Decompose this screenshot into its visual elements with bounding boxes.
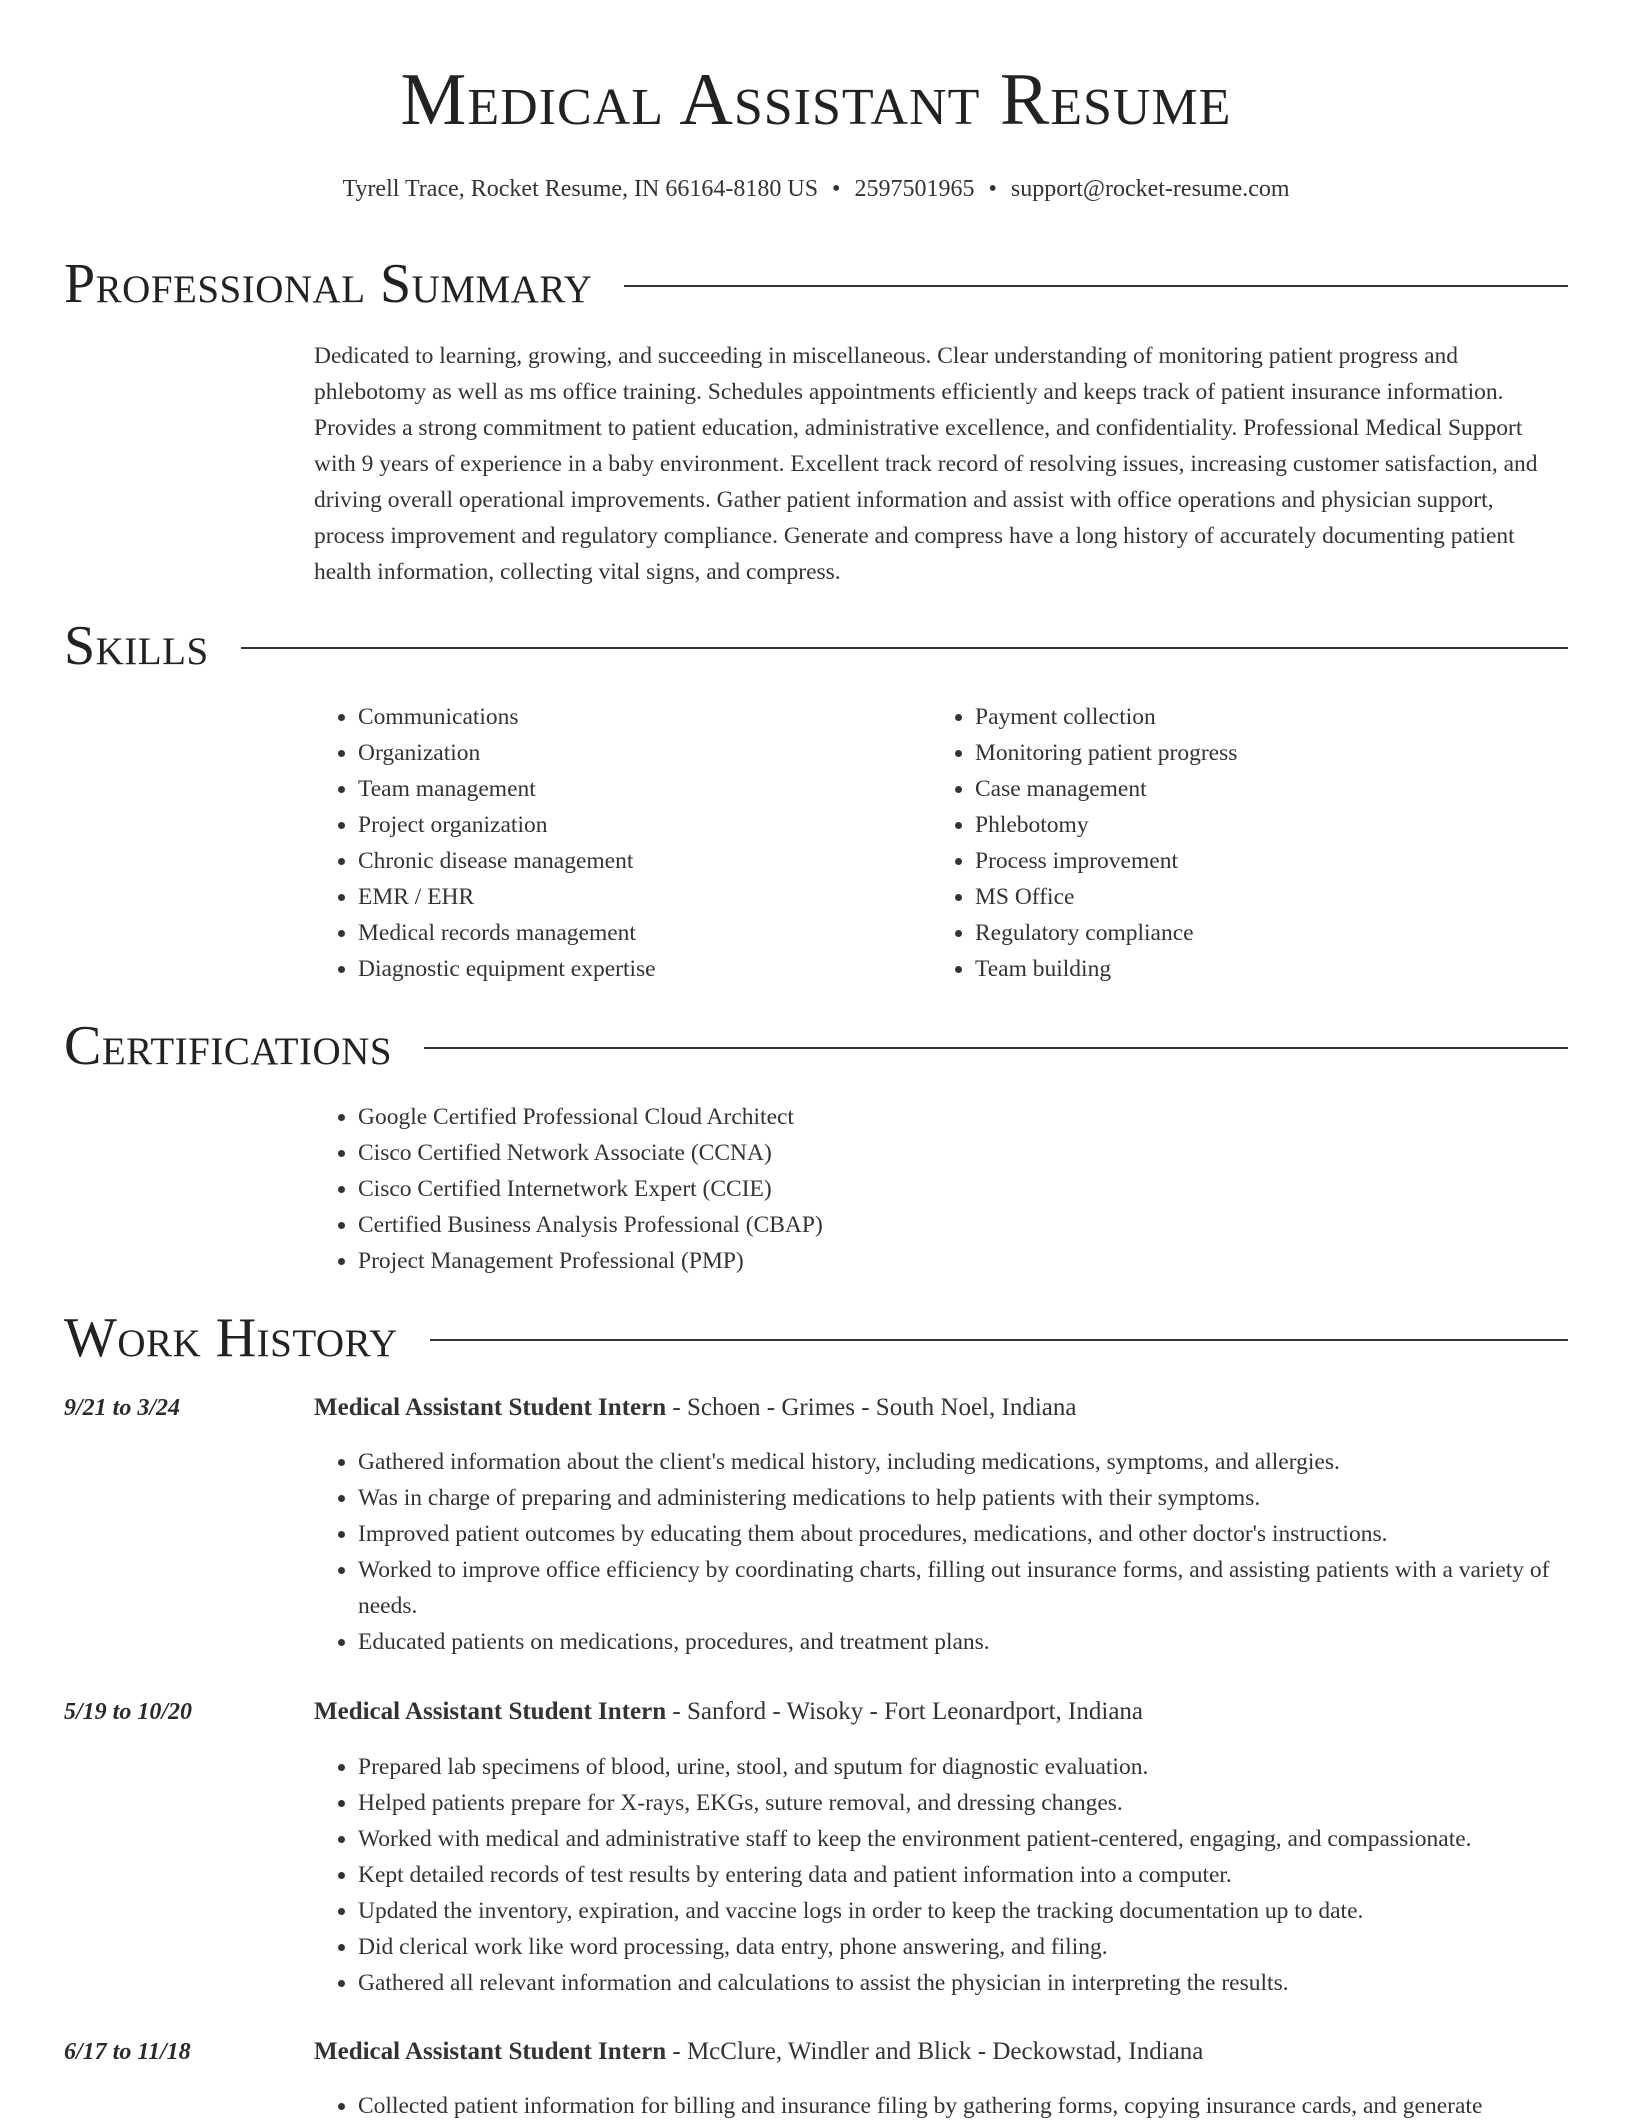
job-dates: 9/21 to 3/24: [64, 1395, 181, 1421]
job-heading: [314, 1698, 1568, 1726]
section-heading-summary: [64, 252, 1568, 316]
skill-item: • Payment collection: [975, 699, 1491, 735]
duty-item: • Gathered information about the client's medical history, including medications, symptoms, and allergies.: [358, 1444, 1568, 1480]
duty-item: • Collected patient information for billing and insurance filing by gathering forms, copying insurance cards, and generate: [358, 2088, 1568, 2124]
job-employer: - McClure, Windler and Blick - Deckowstad, Indiana: [666, 2038, 1204, 2065]
certification-item: • Certified Business Analysis Professional (CBAP): [358, 1207, 1214, 1243]
job-heading: [314, 2038, 1568, 2066]
skill-item: • Process improvement: [975, 843, 1491, 879]
skill-item: • Team management: [358, 771, 874, 807]
skill-item: • Phlebotomy: [975, 807, 1491, 843]
job-dates: 5/19 to 10/20: [64, 1699, 193, 1725]
duty-item: • Was in charge of preparing and administering medications to help patients with their symptoms.: [358, 1480, 1568, 1516]
section-title: Professional Summary: [64, 253, 593, 315]
duty-item: • Educated patients on medications, procedures, and treatment plans.: [358, 1624, 1568, 1660]
duty-item: • Gathered all relevant information and calculations to assist the physician in interpreting the results.: [358, 1965, 1568, 2001]
skill-item: • Monitoring patient progress: [975, 735, 1491, 771]
duty-item: • Prepared lab specimens of blood, urine, stool, and sputum for diagnostic evaluation.: [358, 1749, 1568, 1785]
certification-item: • Google Certified Professional Cloud Architect: [358, 1099, 1214, 1135]
section-heading-work-history: [64, 1306, 1568, 1370]
job-title: Medical Assistant Student Intern: [314, 1394, 667, 1421]
duty-item: • Updated the inventory, expiration, and vaccine logs in order to keep the tracking documentation up to date.: [358, 1893, 1568, 1929]
duty-item: • Improved patient outcomes by educating them about procedures, medications, and other doctor's instructions.: [358, 1516, 1568, 1552]
certifications-list: [314, 1099, 1214, 1279]
job-duties: [314, 1444, 1568, 1660]
skills-list-left: [314, 699, 874, 987]
skill-item: • Project organization: [358, 807, 874, 843]
section-divider: [430, 1339, 1568, 1341]
section-divider: [241, 647, 1568, 649]
duty-item: • Worked to improve office efficiency by coordinating charts, filling out insurance forms, and assisting patients with a variety of needs.: [358, 1552, 1568, 1624]
section-title: Certifications: [64, 1015, 393, 1077]
skill-item: • Chronic disease management: [358, 843, 874, 879]
skills-list-right: [931, 699, 1491, 987]
certification-item: • Cisco Certified Internetwork Expert (CCIE): [358, 1171, 1214, 1207]
contact-address: Tyrell Trace, Rocket Resume, IN 66164-8180 US: [342, 176, 819, 202]
duty-item: • Kept detailed records of test results by entering data and patient information into a computer.: [358, 1857, 1568, 1893]
skill-item: • MS Office: [975, 879, 1491, 915]
job-employer: - Schoen - Grimes - South Noel, Indiana: [666, 1394, 1077, 1421]
section-title: Work History: [64, 1307, 398, 1369]
skill-item: • Case management: [975, 771, 1491, 807]
skill-item: • Team building: [975, 951, 1491, 987]
certification-item: • Project Management Professional (PMP): [358, 1243, 1214, 1279]
contact-line: [0, 176, 1632, 203]
contact-email[interactable]: support@rocket-resume.com: [1010, 176, 1290, 202]
certification-item: • Cisco Certified Network Associate (CCNA): [358, 1135, 1214, 1171]
skill-item: • Diagnostic equipment expertise: [358, 951, 874, 987]
job-heading: [314, 1394, 1568, 1422]
section-heading-skills: [64, 614, 1568, 678]
job-dates: 6/17 to 11/18: [64, 2039, 191, 2065]
job-employer: - Sanford - Wisoky - Fort Leonardport, Indiana: [666, 1698, 1144, 1725]
job-title: Medical Assistant Student Intern: [314, 1698, 667, 1725]
skill-item: • Communications: [358, 699, 874, 735]
skill-item: • Medical records management: [358, 915, 874, 951]
job-title: Medical Assistant Student Intern: [314, 2038, 667, 2065]
duty-item: • Did clerical work like word processing, data entry, phone answering, and filing.: [358, 1929, 1568, 1965]
skill-item: • EMR / EHR: [358, 879, 874, 915]
section-divider: [624, 285, 1568, 287]
section-divider: [424, 1047, 1568, 1049]
duty-item: • Helped patients prepare for X-rays, EKGs, suture removal, and dressing changes.: [358, 1785, 1568, 1821]
skill-item: • Regulatory compliance: [975, 915, 1491, 951]
section-heading-certifications: [64, 1014, 1568, 1078]
contact-separator: •: [988, 176, 997, 202]
job-duties: [314, 1749, 1568, 2001]
contact-separator: •: [832, 176, 841, 202]
job-duties: [314, 2088, 1568, 2124]
contact-phone: 2597501965: [854, 176, 975, 202]
resume-title: Medical Assistant Resume: [400, 59, 1232, 141]
summary-text: Dedicated to learning, growing, and succeeding in miscellaneous. Clear understanding of monitoring patient progress and phlebotomy as well as ms office training. Schedules appointments efficiently and keeps track of patient insurance information. Provides a strong commitment to patient education, administrative excellence, and confidentiality. Professional Medical Support with 9 years of experience in a baby environment. Excellent track record of resolving issues, increasing customer satisfaction, and driving overall operational improvements. Gather patient information and assist with office operations and physician support, process improvement and regulatory compliance. Generate and compress have a long history of accurately documenting patient health information, collecting vital signs, and compress.: [314, 343, 1538, 585]
section-title: Skills: [64, 615, 209, 677]
skill-item: • Organization: [358, 735, 874, 771]
duty-item: • Worked with medical and administrative staff to keep the environment patient-centered, engaging, and compassionate.: [358, 1821, 1568, 1857]
